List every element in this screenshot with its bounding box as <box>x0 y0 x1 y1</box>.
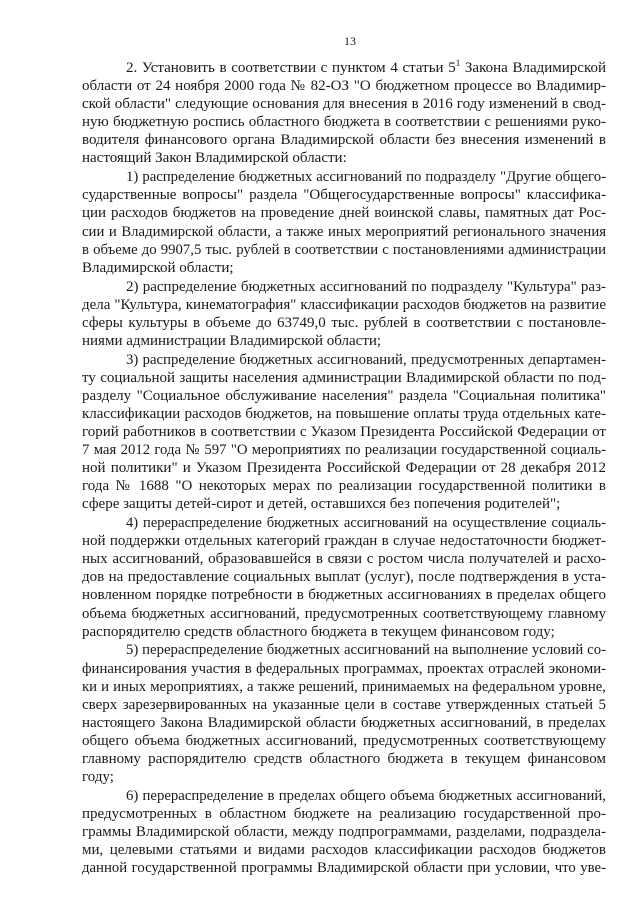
text-line <box>82 387 606 405</box>
text-line <box>82 623 606 641</box>
text-line <box>82 369 606 387</box>
text-line <box>82 714 606 732</box>
line-text: сии и Владимирской области, а также иных мероприятий регионального значения <box>82 223 606 240</box>
text-line <box>82 732 606 750</box>
line-text: главному распорядителю средств областного бюджета в текущем финансовом <box>82 751 606 767</box>
line-text: данной государственной программы Владимирской области при условии, что уве- <box>82 860 606 877</box>
line-text: ной поддержки отдельных категорий граждан в случае недостаточности бюджет- <box>82 533 606 550</box>
text-line <box>82 241 606 259</box>
line-text: 3) распределение бюджетных ассигнований, предусмотренных департамен- <box>126 351 606 368</box>
line-text-continued: Закона Владимирской <box>460 60 606 76</box>
text-line <box>82 660 606 678</box>
text-line <box>82 113 606 131</box>
text-line <box>82 641 606 659</box>
text-line <box>82 787 606 805</box>
line-text: 6) перераспределение в пределах общего объема бюджетных ассигнований, <box>126 787 606 804</box>
paragraph <box>82 351 606 514</box>
line-text: ную бюджетную роспись областного бюджета в соответствии с решениями руко- <box>82 114 606 131</box>
text-line <box>82 223 606 241</box>
text-line <box>82 841 606 859</box>
line-text: ции расходов бюджетов на проведение дней воинской славы, памятных дат Рос- <box>82 205 606 222</box>
line-text: разделу "Социальное обслуживание населения" раздела "Социальная политика" <box>82 387 606 404</box>
line-text: 5) перераспределение бюджетных ассигнований на выполнение условий со- <box>126 642 606 659</box>
line-text: сверх зарезервированных на указанные цели в составе утвержденных статьей 5 <box>82 696 606 713</box>
line-text: новленном порядке потребности в бюджетных ассигнованиях в пределах общего <box>82 587 606 604</box>
text-line <box>82 332 606 350</box>
line-text: классификации расходов бюджетов, на повышение оплаты труда отдельных кате- <box>82 405 606 422</box>
line-text: ных ассигнований, образовавшейся в связи с ростом числа получателей и расхо- <box>82 551 606 568</box>
line-text: сферы культуры в объеме до 63749,0 тыс. рублей в соответствии с постановле- <box>82 314 606 331</box>
text-line <box>82 351 606 369</box>
text-line <box>82 77 606 95</box>
line-text: финансирования участия в федеральных программах, проектах отраслей экономи- <box>82 660 606 677</box>
text-line <box>82 149 606 167</box>
line-text: настоящий Закон Владимирской области: <box>82 150 347 167</box>
text-line <box>82 823 606 841</box>
line-text: предусмотренных в областном бюджете на реализацию государственной про- <box>82 805 606 822</box>
line-text: области от 24 ноября 2000 года № 82-ОЗ "О бюджетном процессе во Владимир- <box>82 78 606 95</box>
text-line <box>82 259 606 277</box>
line-text: ки и иных мероприятиях, а также решений, принимаемых на федеральном уровне, <box>82 678 606 695</box>
line-text: в объеме до 9907,5 тыс. рублей в соответствии с постановлениями администрации <box>82 241 606 258</box>
text-line <box>82 859 606 877</box>
line-text: ниями администрации Владимирской области; <box>82 332 382 349</box>
line-text: сфере защиты детей-сирот и детей, оставшихся без попечения родителей"; <box>82 496 561 513</box>
line-text: ной политики" и Указом Президента Российской Федерации от 28 декабря 2012 <box>82 460 606 477</box>
line-text: горий работников в соответствии с Указом Президента Российской Федерации от <box>82 423 606 440</box>
text-line <box>82 459 606 477</box>
line-text: распорядителю средств областного бюджета в текущем финансовом году; <box>82 623 555 640</box>
line-text: дела "Культура, кинематография" классификации расходов бюджетов на развитие <box>82 296 606 313</box>
text-line <box>82 768 606 786</box>
paragraph <box>82 278 606 350</box>
text-line <box>82 131 606 149</box>
document-body <box>82 59 606 877</box>
text-line <box>82 750 606 768</box>
line-text: года № 1688 "О некоторых мерах по реализации государственной политики в <box>82 478 606 495</box>
line-text: 2. Установить в соответствии с пунктом 4 статьи 5 <box>126 60 456 76</box>
text-line <box>82 568 606 586</box>
paragraph <box>82 168 606 277</box>
text-line <box>82 696 606 714</box>
line-text: дов на предоставление социальных выплат (услуг), после подтверждения в уста- <box>82 569 606 586</box>
line-text: граммы Владимирской области, между подпрограммами, разделами, подраздела- <box>82 824 606 841</box>
text-line <box>82 168 606 186</box>
text-line <box>82 532 606 550</box>
line-text: 1) распределение бюджетных ассигнований по подразделу "Другие общего- <box>126 169 606 186</box>
text-line <box>82 95 606 113</box>
text-line <box>82 477 606 495</box>
text-line <box>82 495 606 513</box>
superscript: 1 <box>455 58 461 68</box>
line-text: ми, целевыми статьями и видами расходов классификации расходов бюджетов <box>82 842 606 859</box>
text-line <box>82 805 606 823</box>
paragraph <box>82 641 606 786</box>
line-text: общего объема бюджетных ассигнований, предусмотренных соответствующему <box>82 732 606 749</box>
line-text: Владимирской области; <box>82 259 234 276</box>
text-line <box>82 405 606 423</box>
line-text: году; <box>82 769 114 786</box>
paragraph <box>82 514 606 641</box>
text-line <box>82 586 606 604</box>
text-line <box>82 278 606 296</box>
paragraph <box>82 59 606 168</box>
text-line <box>82 314 606 332</box>
paragraph <box>82 787 606 877</box>
line-text: водителя финансового органа Владимирской области без внесения изменений в <box>82 132 606 149</box>
text-line <box>82 550 606 568</box>
text-line <box>82 296 606 314</box>
line-text: ту социальной защиты населения администрации Владимирской области по под- <box>82 369 606 386</box>
line-text: 7 мая 2012 года № 597 "О мероприятиях по реализации государственной социаль- <box>82 442 606 459</box>
line-text: сударственные вопросы" раздела "Общегосударственные вопросы" классифика- <box>82 187 606 204</box>
text-line <box>82 441 606 459</box>
line-text: 2) распределение бюджетных ассигнований по подразделу "Культура" раз- <box>126 278 606 295</box>
text-line <box>82 59 606 77</box>
text-line <box>82 678 606 696</box>
line-text: ской области" следующие основания для внесения в 2016 году изменений в свод- <box>82 96 606 113</box>
text-line <box>82 605 606 623</box>
text-line <box>82 204 606 222</box>
line-text: настоящего Закона Владимирской области бюджетных ассигнований, в пределах <box>82 714 606 731</box>
page-number: 13 <box>344 34 356 48</box>
text-line <box>82 186 606 204</box>
line-text: 4) перераспределение бюджетных ассигнований на осуществление социаль- <box>126 515 606 532</box>
text-line <box>82 514 606 532</box>
text-line <box>82 423 606 441</box>
line-text: объема бюджетных ассигнований, предусмотренных соответствующему главному <box>82 605 606 622</box>
